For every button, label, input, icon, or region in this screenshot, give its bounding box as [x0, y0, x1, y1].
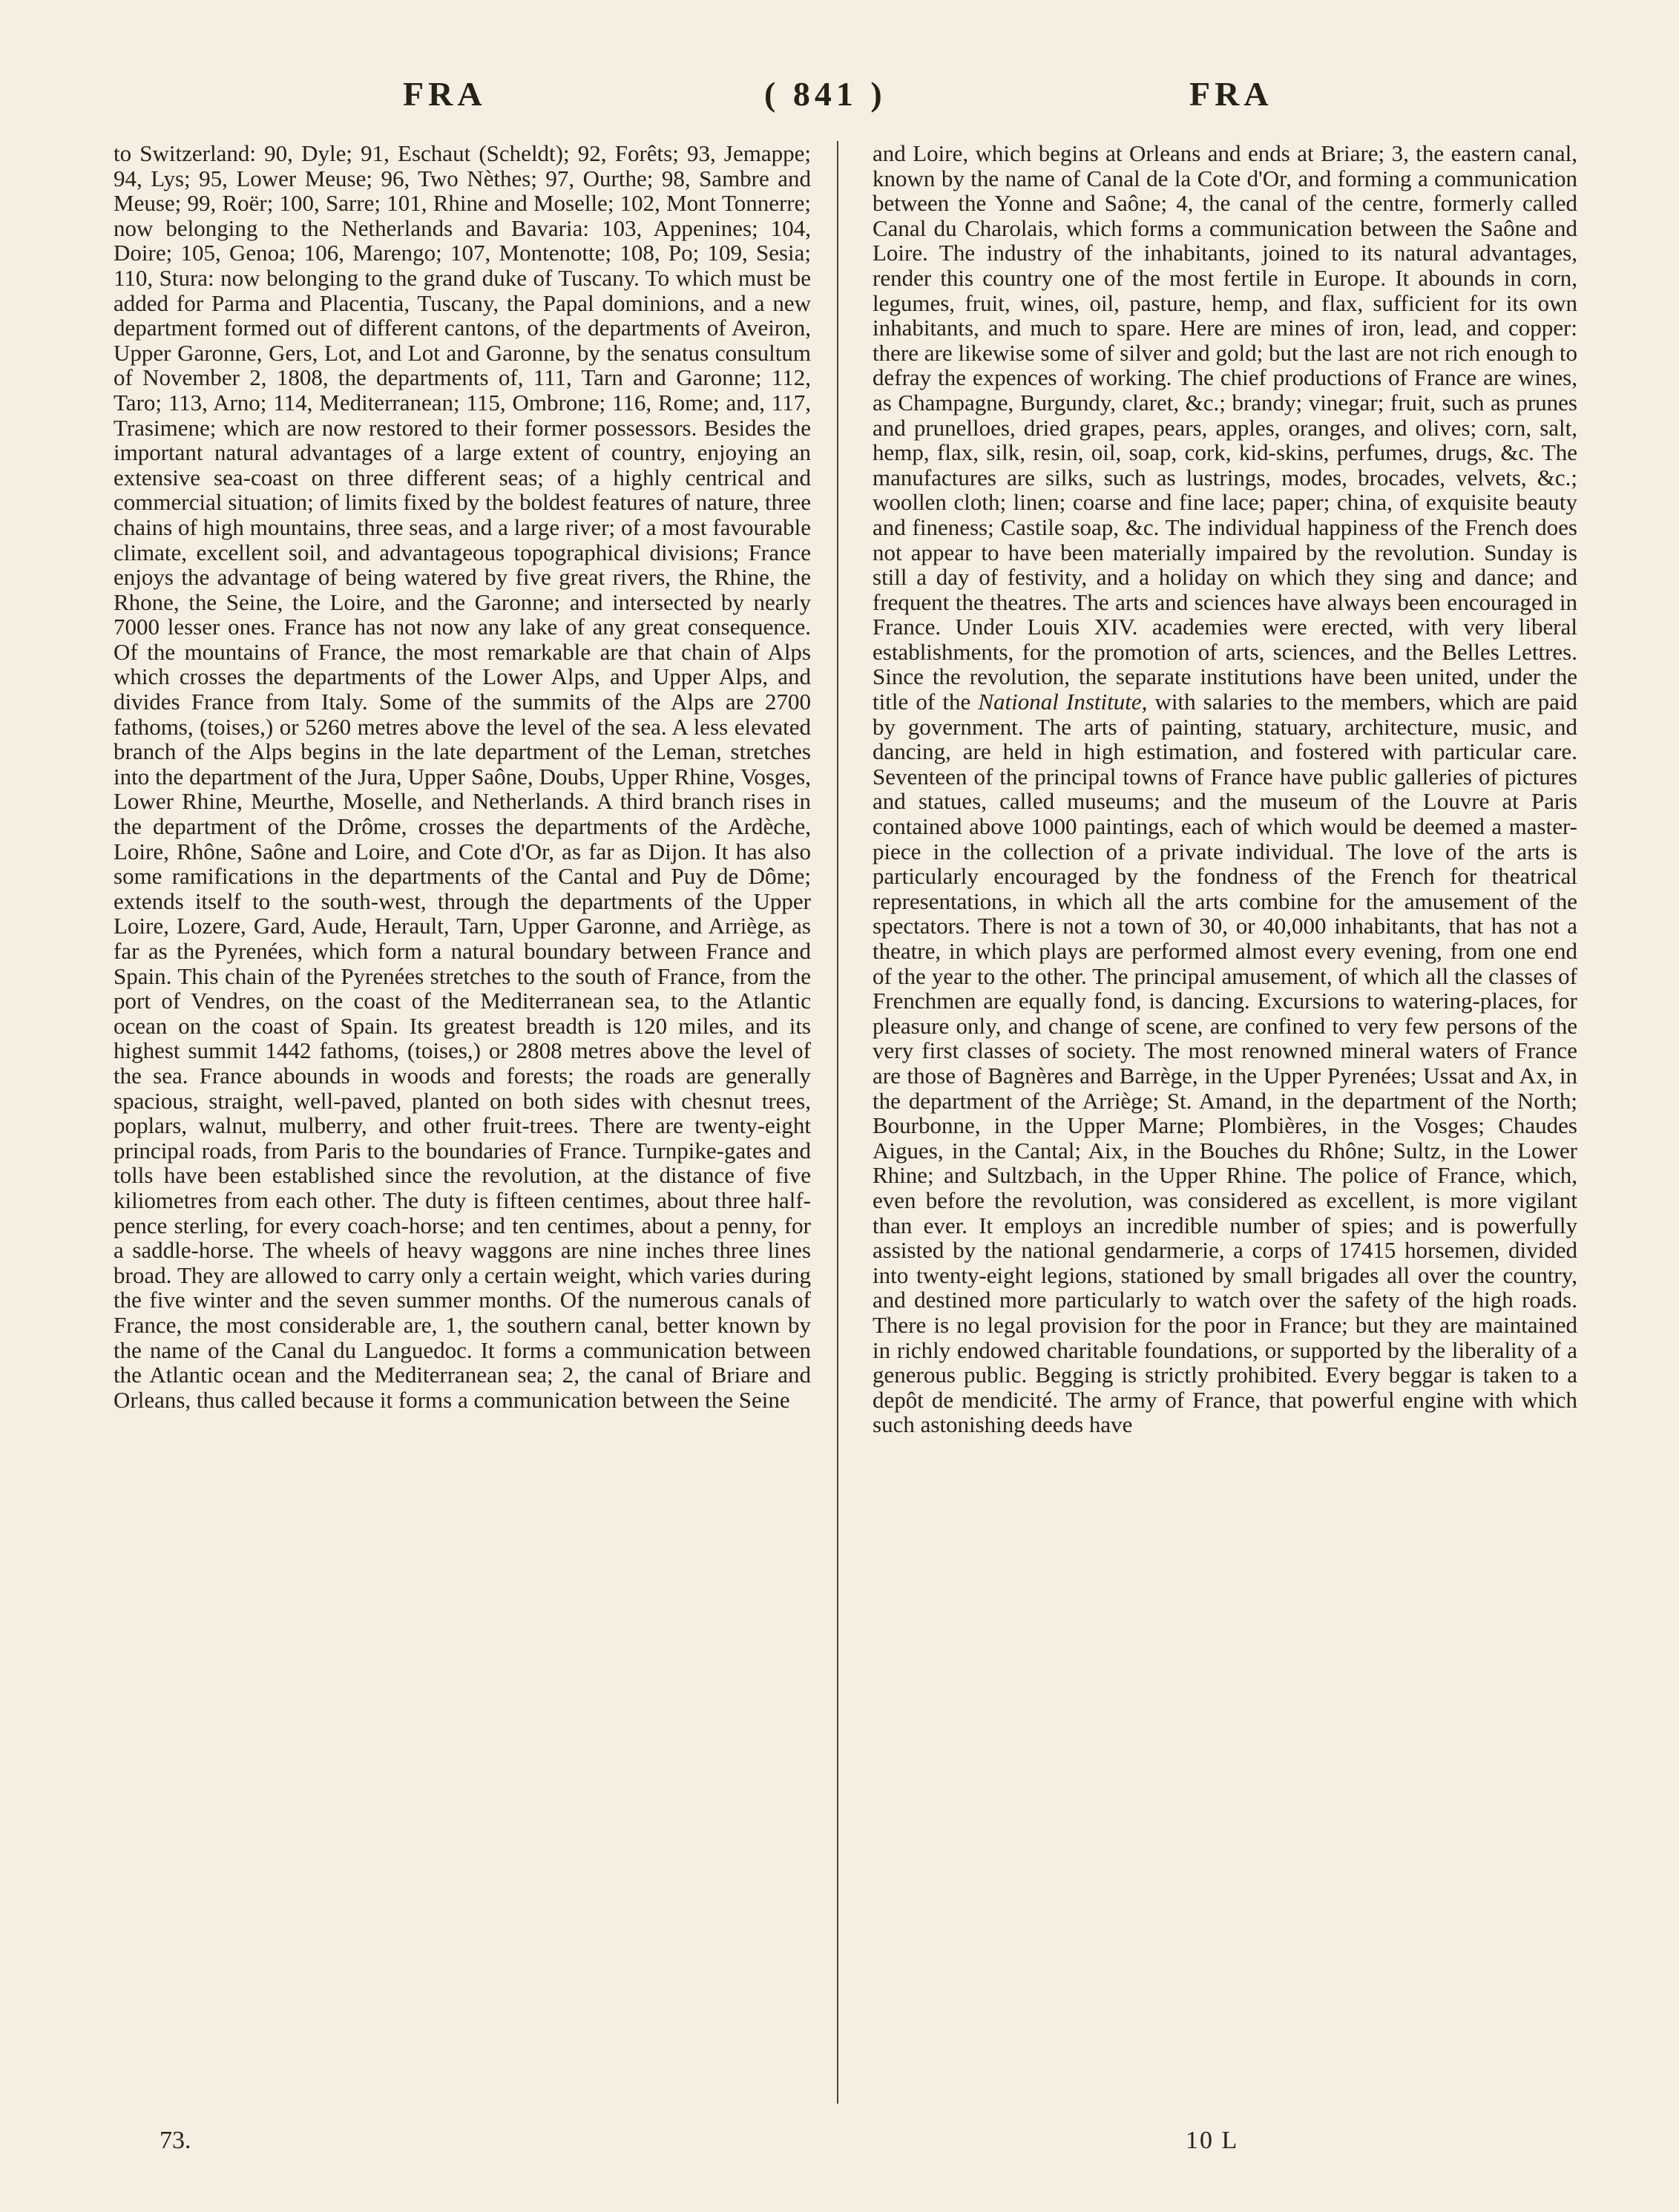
right-text-part1: and Loire, which begins at Orleans and ends at Briare; 3, the eastern canal, known by the name of Canal de la Cote d'Or, and forming a communication between the Yonne and Saône; 4, the canal of the centre, formerly called Canal du Charolais, which forms a communication between the Saône and Loire. The industry of the inhabitants, joined to its natural advantages, render this country one of the most fertile in Europe. It abounds in corn, legumes, fruit, wines, oil, pasture, hemp, and flax, sufficient for its own inhabitants, and much to spare. Here are mines of iron, lead, and copper: there are likewise some of silver and gold; but the last are not rich enough to defray the expences of working. The chief productions of France are wines, as Champagne, Burgundy, claret, &c.; brandy; vinegar; fruit, such as prunes and prunelloes, dried grapes, pears, apples, oranges, and olives; corn, salt, hemp, flax, silk, resin, oil, soap, cork, kid-skins, perfumes, drugs, &c. The manufactures are silks, such as lustrings, modes, brocades, velvets, &c.; woollen cloth; linen; coarse and fine lace; paper; china, of exquisite beauty and fineness; Castile soap, &c. The individual happiness of the French does not appear to have been materially impaired by the revolution. Sunday is still a day of festivity, and a holiday on which they sing and dance; and frequent the theatres. The arts and sciences have always been encouraged in France. Under Louis XIV. academies were erected, with very liberal establishments, for the promotion of arts, sciences, and the Belles Lettres. Since the revolution, the separate institutions have been united, under the title of the — [873, 140, 1577, 715]
page-header — [111, 74, 1565, 119]
column-divider — [837, 141, 838, 2104]
running-head-right: FRA — [1189, 75, 1273, 113]
national-institute-italic: National Institute, — [978, 689, 1148, 715]
page-number: ( 841 ) — [764, 75, 887, 113]
signature-mark: 73. — [160, 2127, 191, 2154]
right-text-part2: with salaries to the members, which are paid by government. The arts of painting, statuary, architecture, music, and dancing, are held in high estimation, and fostered with particular care. Seventeen of the principal towns of France have public galleries of pictures and statues, called museums; and the museum of the Louvre at Paris contained above 1000 paintings, each of which would be deemed a master-piece in the collection of a private individual. The love of the arts is particularly encouraged by the fondness of the French for theatrical representations, in which all the arts combine for the amusement of the spectators. There is not a town of 30, or 40,000 inhabitants, that has not a theatre, in which plays are performed almost every evening, from one end of the year to the other. The principal amusement, of which all the classes of Frenchmen are equally fond, is dancing. Excursions to watering-places, for pleasure only, and change of scene, are confined to very few persons of the very first classes of society. The most renowned mineral waters of France are those of Bagnères and Barrège, in the Upper Pyrenées; Ussat and Ax, in the department of the Arriège; St. Amand, in the department of the North; Bourbonne, in the Upper Marne; Plombières, in the Vosges; Chaudes Aigues, in the Cantal; Aix, in the Bouches du Rhône; Sultz, in the Lower Rhine; and Sultzbach, in the Upper Rhine. The police of France, which, even before the revolution, was considered as excellent, is more vigilant than ever. It employs an incredible number of spies; and is powerfully assisted by the national gendarmerie, a corps of 17415 horsemen, divided into twenty-eight legions, stationed by small brigades all over the country, and destined more particularly to watch over the safety of the high roads. There is no legal provision for the poor in France; but they are maintained in richly endowed charitable foundations, or supported by the liberality of a generous public. Begging is strictly prohibited. Every beggar is taken to a depôt de mendicité. The army of France, that powerful engine with which such astonishing deeds have — [873, 689, 1577, 1438]
right-column-text — [873, 141, 1577, 1437]
left-column-text: to Switzerland: 90, Dyle; 91, Eschaut (Scheldt); 92, Forêts; 93, Jemappe; 94, Lys; 95, Lower Meuse; 96, Two Nèthes; 97, Ourthe; 98, Sambre and Meuse; 99, Roër; 100, Sarre; 101, Rhine and Moselle; 102, Mont Tonnerre; now belonging to the Netherlands and Bavaria: 103, Appenines; 104, Doire; 105, Genoa; 106, Marengo; 107, Montenotte; 108, Po; 109, Sesia; 110, Stura: now belonging to the grand duke of Tuscany. To which must be added for Parma and Placentia, Tuscany, the Papal dominions, and a new department formed out of different cantons, of the departments of Aveiron, Upper Garonne, Gers, Lot, and Lot and Garonne, by the senatus consultum of November 2, 1808, the departments of, 111, Tarn and Garonne; 112, Taro; 113, Arno; 114, Mediterranean; 115, Ombrone; 116, Rome; and, 117, Trasimene; which are now restored to their former possessors. Besides the important natural advantages of a large extent of country, enjoying an extensive sea-coast on three different seas; of a highly centrical and commercial situation; of limits fixed by the boldest features of nature, three chains of high mountains, three seas, and a large river; of a most favourable climate, excellent soil, and advantageous topographical divisions; France enjoys the advantage of being watered by five great rivers, the Rhine, the Rhone, the Seine, the Loire, and the Garonne; and intersected by nearly 7000 lesser ones. France has not now any lake of any great consequence. Of the mountains of France, the most remarkable are that chain of Alps which crosses the departments of the Lower Alps, and Upper Alps, and divides France from Italy. Some of the summits of the Alps are 2700 fathoms, (toises,) or 5260 metres above the level of the sea. A less elevated branch of the Alps begins in the late department of the Leman, stretches into the department of the Jura, Upper Saône, Doubs, Upper Rhine, Vosges, Lower Rhine, Meurthe, Moselle, and Netherlands. A third branch rises in the department of the Drôme, crosses the departments of the Ardèche, Loire, Rhône, Saône and Loire, and Cote d'Or, as far as Dijon. It has also some ramifications in the departments of the Cantal and Puy de Dôme; extends itself to the south-west, through the departments of the Upper Loire, Lozere, Gard, Aude, Herault, Tarn, Upper Garonne, and Arriège, as far as the Pyrenées, which form a natural boundary between France and Spain. This chain of the Pyrenées stretches to the south of France, from the port of Vendres, on the coast of the Mediterranean sea, to the Atlantic ocean on the coast of Spain. Its greatest breadth is 120 miles, and its highest summit 1442 fathoms, (toises,) or 2808 metres above the level of the sea. France abounds in woods and forests; the roads are generally spacious, straight, well-paved, planted on both sides with chesnut trees, poplars, walnut, mulberry, and other fruit-trees. There are twenty-eight principal roads, from Paris to the boundaries of France. Turnpike-gates and tolls have been established since the revolution, at the distance of five kiliometres from each other. The duty is fifteen centimes, about three half-pence sterling, for every coach-horse; and ten centimes, about a penny, for a saddle-horse. The wheels of heavy waggons are nine inches three lines broad. They are allowed to carry only a certain weight, which varies during the five winter and the seven summer months. Of the numerous canals of France, the most considerable are, 1, the southern canal, better known by the name of the Canal du Languedoc. It forms a communication between the Atlantic ocean and the Mediterranean sea; 2, the canal of Briare and Orleans, thus called because it forms a communication between the Seine — [114, 140, 811, 1413]
left-column — [114, 141, 811, 1412]
catchword: 10 L — [1186, 2127, 1239, 2154]
right-column — [873, 141, 1577, 1437]
running-head-left: FRA — [403, 75, 487, 113]
